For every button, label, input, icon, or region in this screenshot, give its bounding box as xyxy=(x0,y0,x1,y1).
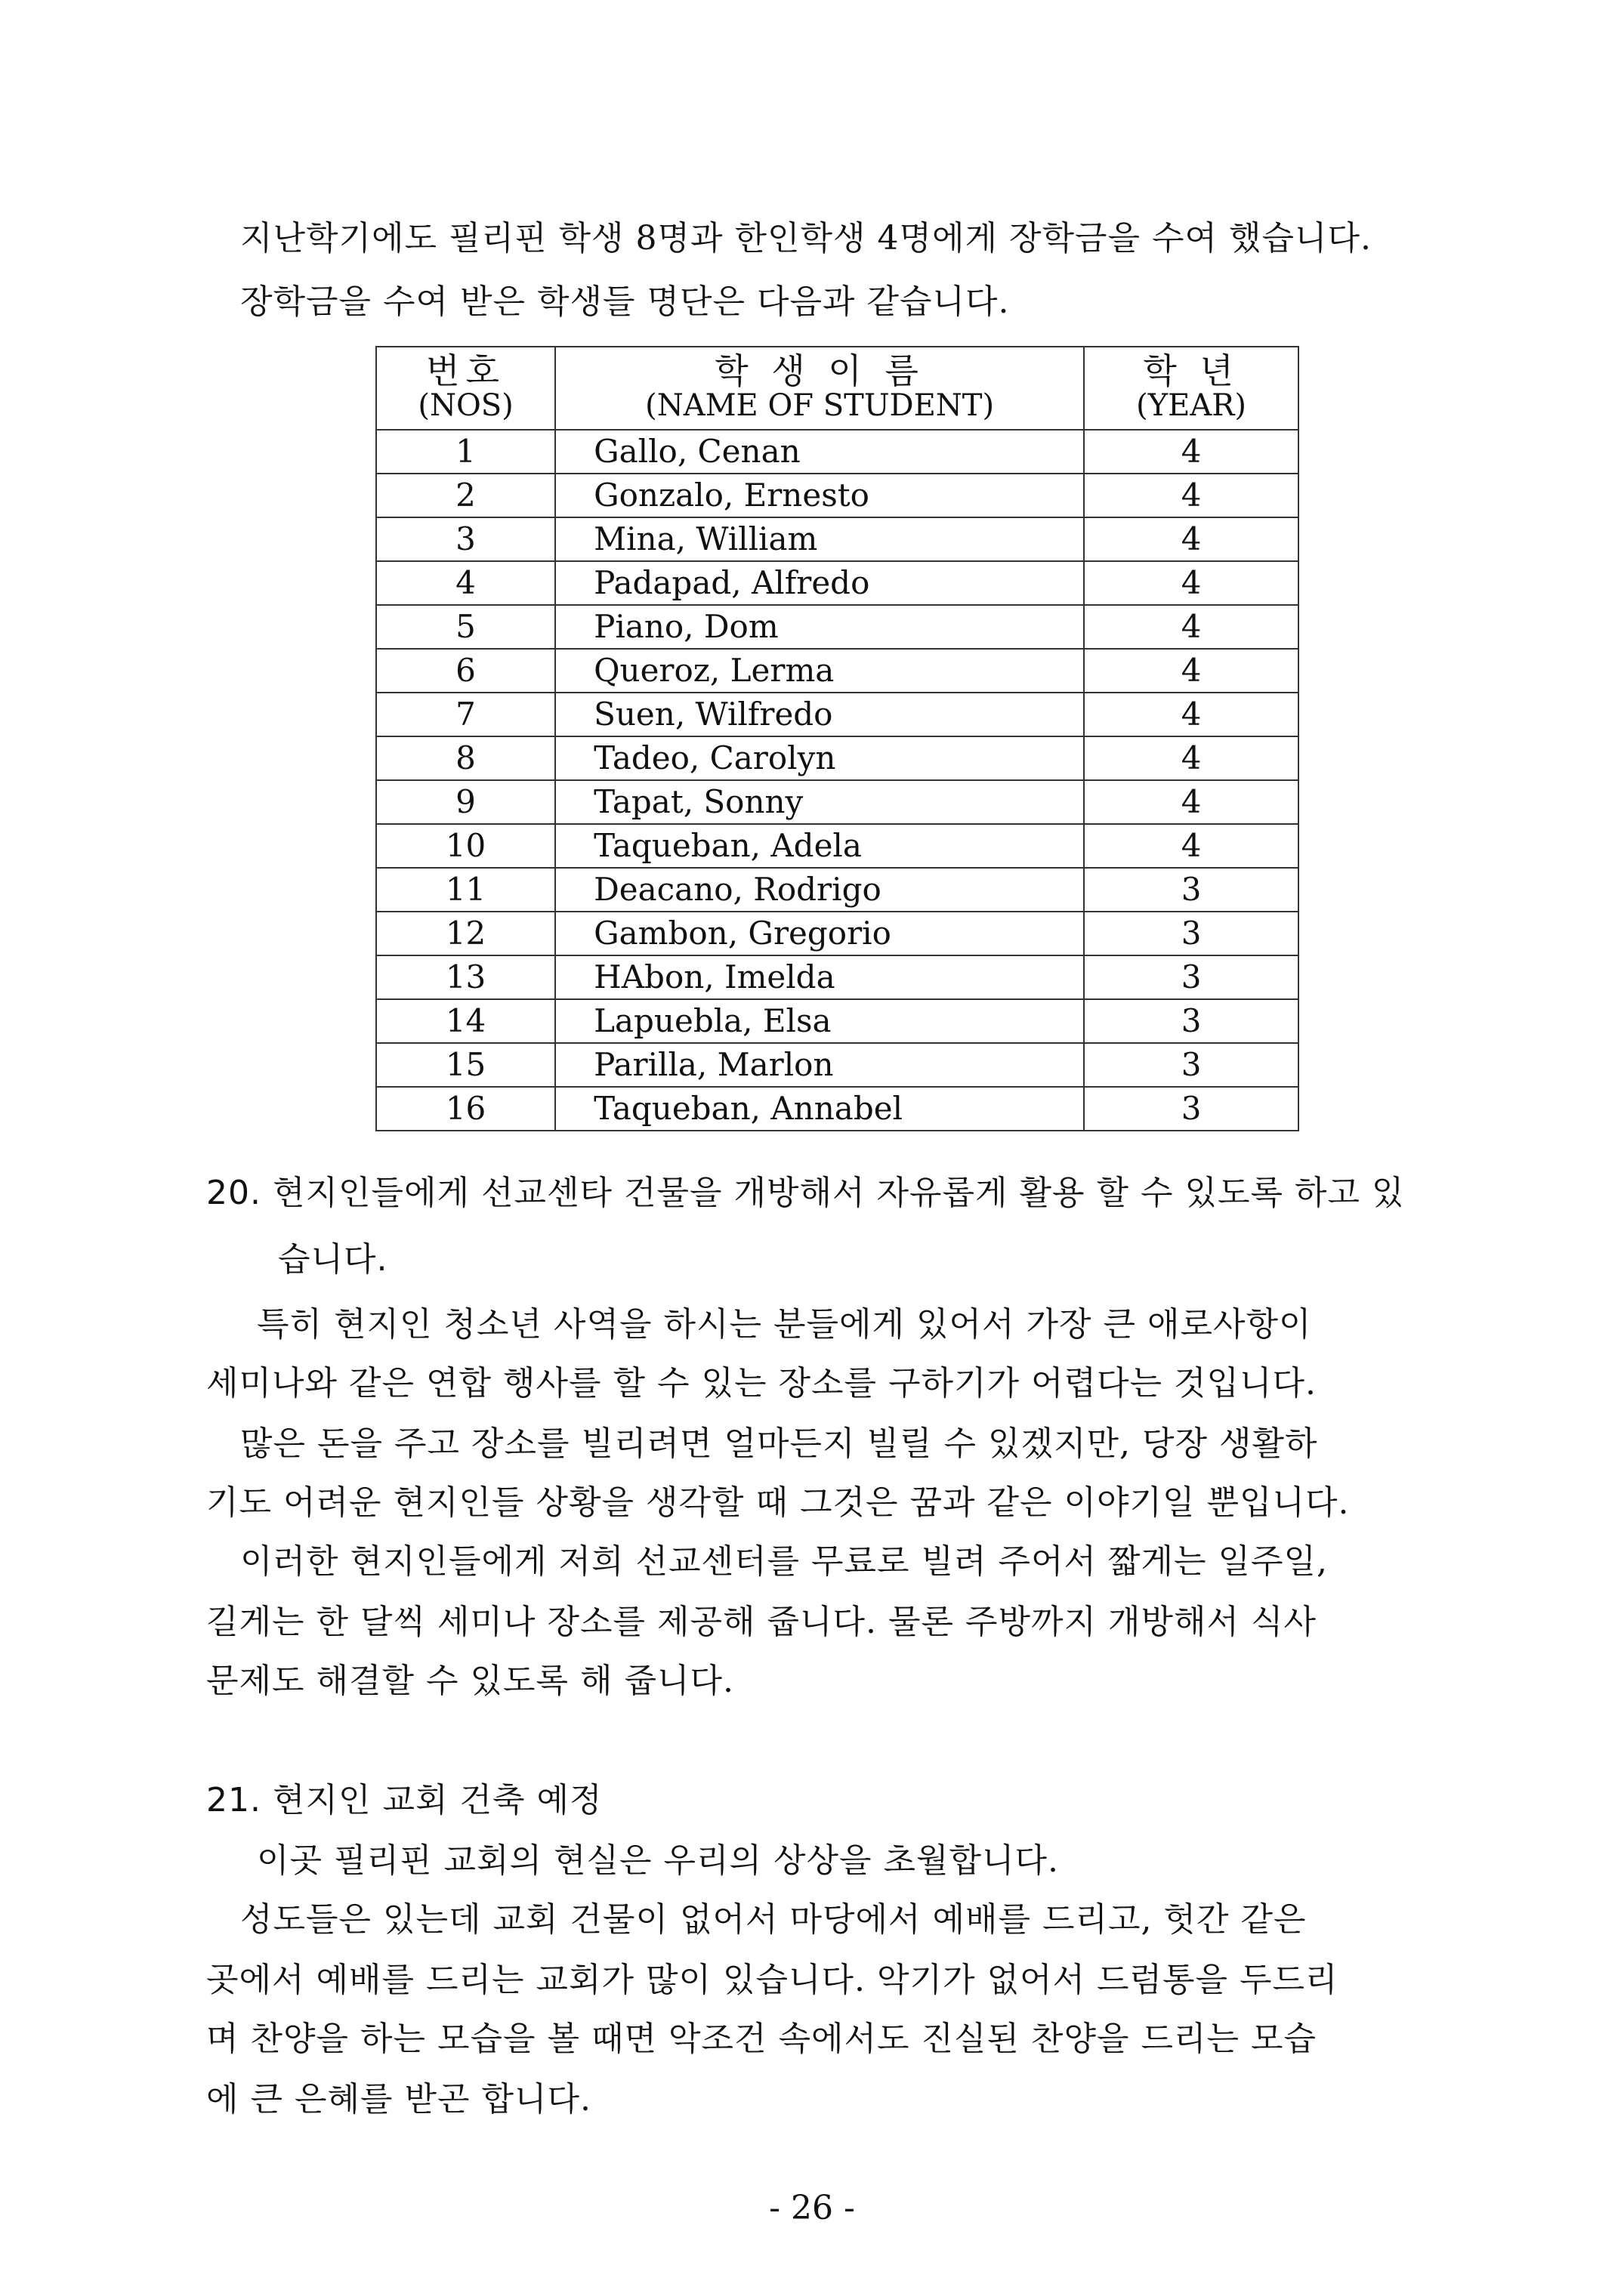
header-number-en: (NOS) xyxy=(418,388,514,423)
header-year xyxy=(1084,347,1298,430)
table-row xyxy=(376,912,1298,955)
row-number: 9 xyxy=(376,780,555,824)
row-year: 4 xyxy=(1084,430,1298,474)
row-student-name: Gambon, Gregorio xyxy=(555,912,1084,955)
header-year-en: (YEAR) xyxy=(1136,388,1246,423)
header-name xyxy=(555,347,1084,430)
row-year: 3 xyxy=(1084,912,1298,955)
table-row xyxy=(376,1043,1298,1087)
row-number: 10 xyxy=(376,824,555,868)
section-21-body-line-2: 성도들은 있는데 교회 건물이 없어서 마당에서 예배를 드리고, 헛간 같은 xyxy=(240,1900,1307,1939)
row-year: 4 xyxy=(1084,605,1298,649)
row-year: 4 xyxy=(1084,649,1298,693)
row-year: 4 xyxy=(1084,693,1298,736)
section-21-heading: 21. 현지인 교회 건축 예정 xyxy=(206,1781,603,1819)
row-year: 4 xyxy=(1084,736,1298,780)
section-20-body-line-6: 길게는 한 달씩 세미나 장소를 제공해 줍니다. 물론 주방까지 개방해서 식사 xyxy=(206,1603,1317,1641)
table-row xyxy=(376,430,1298,474)
table-row xyxy=(376,1087,1298,1131)
table-row xyxy=(376,999,1298,1043)
page-number: - 26 - xyxy=(769,2189,855,2227)
row-number: 3 xyxy=(376,517,555,561)
row-student-name: Piano, Dom xyxy=(555,605,1084,649)
section-21-body-line-5: 에 큰 은혜를 받곤 합니다. xyxy=(206,2080,591,2119)
section-21-body-line-3: 곳에서 예배를 드리는 교회가 많이 있습니다. 악기가 없어서 드럼통을 두드리 xyxy=(206,1961,1338,1999)
table-row xyxy=(376,868,1298,912)
section-20-body-line-2: 세미나와 같은 연합 행사를 할 수 있는 장소를 구하기가 어렵다는 것입니다. xyxy=(206,1364,1317,1403)
row-number: 13 xyxy=(376,955,555,999)
row-number: 14 xyxy=(376,999,555,1043)
table-row xyxy=(376,824,1298,868)
row-number: 1 xyxy=(376,430,555,474)
row-student-name: Deacano, Rodrigo xyxy=(555,868,1084,912)
section-21-body-line-4: 며 찬양을 하는 모습을 볼 때면 악조건 속에서도 진실된 찬양을 드리는 모습 xyxy=(206,2020,1317,2058)
row-number: 16 xyxy=(376,1087,555,1131)
table-row xyxy=(376,693,1298,736)
table-row xyxy=(376,605,1298,649)
row-year: 3 xyxy=(1084,1043,1298,1087)
section-20-body-line-7: 문제도 해결할 수 있도록 해 줍니다. xyxy=(206,1662,734,1700)
table-header-row xyxy=(376,347,1298,430)
table-row xyxy=(376,561,1298,605)
row-year: 3 xyxy=(1084,868,1298,912)
header-name-en: (NAME OF STUDENT) xyxy=(645,388,995,423)
row-year: 3 xyxy=(1084,1087,1298,1131)
section-20-body-line-3: 많은 돈을 주고 장소를 빌리려면 얼마든지 빌릴 수 있겠지만, 당장 생활하 xyxy=(240,1424,1318,1463)
row-student-name: Taqueban, Adela xyxy=(555,824,1084,868)
row-number: 12 xyxy=(376,912,555,955)
row-student-name: HAbon, Imelda xyxy=(555,955,1084,999)
row-number: 15 xyxy=(376,1043,555,1087)
table-row xyxy=(376,736,1298,780)
row-student-name: Parilla, Marlon xyxy=(555,1043,1084,1087)
section-20-heading-line-2: 습니다. xyxy=(278,1240,388,1279)
intro-line-2: 장학금을 수여 받은 학생들 명단은 다음과 같습니다. xyxy=(240,282,1010,321)
table-row xyxy=(376,780,1298,824)
section-20-body-line-1: 특히 현지인 청소년 사역을 하시는 분들에게 있어서 가장 큰 애로사항이 xyxy=(257,1305,1312,1344)
table-row xyxy=(376,474,1298,517)
header-number xyxy=(376,347,555,430)
row-number: 11 xyxy=(376,868,555,912)
row-student-name: Suen, Wilfredo xyxy=(555,693,1084,736)
row-student-name: Gonzalo, Ernesto xyxy=(555,474,1084,517)
row-number: 2 xyxy=(376,474,555,517)
header-name-ko: 학 생 이 름 xyxy=(715,350,925,391)
table-row xyxy=(376,517,1298,561)
row-student-name: Tadeo, Carolyn xyxy=(555,736,1084,780)
section-20-body-line-5: 이러한 현지인들에게 저희 선교센터를 무료로 빌려 주어서 짧게는 일주일, xyxy=(240,1542,1328,1581)
section-20-heading-line-1: 20. 현지인들에게 선교센타 건물을 개방해서 자유롭게 활용 할 수 있도록 하고 있 xyxy=(206,1174,1405,1212)
row-student-name: Lapuebla, Elsa xyxy=(555,999,1084,1043)
row-number: 5 xyxy=(376,605,555,649)
row-year: 4 xyxy=(1084,517,1298,561)
row-student-name: Mina, William xyxy=(555,517,1084,561)
row-year: 4 xyxy=(1084,824,1298,868)
row-year: 3 xyxy=(1084,999,1298,1043)
row-number: 8 xyxy=(376,736,555,780)
row-number: 4 xyxy=(376,561,555,605)
intro-line-1: 지난학기에도 필리핀 학생 8명과 한인학생 4명에게 장학금을 수여 했습니다. xyxy=(240,219,1372,258)
row-student-name: Padapad, Alfredo xyxy=(555,561,1084,605)
row-student-name: Taqueban, Annabel xyxy=(555,1087,1084,1131)
row-student-name: Tapat, Sonny xyxy=(555,780,1084,824)
scholarship-table xyxy=(375,346,1299,1131)
header-year-ko: 학 년 xyxy=(1143,350,1240,391)
row-year: 4 xyxy=(1084,561,1298,605)
table-row xyxy=(376,955,1298,999)
row-year: 4 xyxy=(1084,474,1298,517)
row-year: 4 xyxy=(1084,780,1298,824)
section-20-body-line-4: 기도 어려운 현지인들 상황을 생각할 때 그것은 꿈과 같은 이야기일 뿐입니다. xyxy=(206,1483,1350,1522)
row-student-name: Gallo, Cenan xyxy=(555,430,1084,474)
table-row xyxy=(376,649,1298,693)
row-student-name: Queroz, Lerma xyxy=(555,649,1084,693)
row-year: 3 xyxy=(1084,955,1298,999)
header-number-ko: 번호 xyxy=(426,350,505,391)
row-number: 6 xyxy=(376,649,555,693)
row-number: 7 xyxy=(376,693,555,736)
section-21-body-line-1: 이곳 필리핀 교회의 현실은 우리의 상상을 초월합니다. xyxy=(257,1841,1059,1880)
